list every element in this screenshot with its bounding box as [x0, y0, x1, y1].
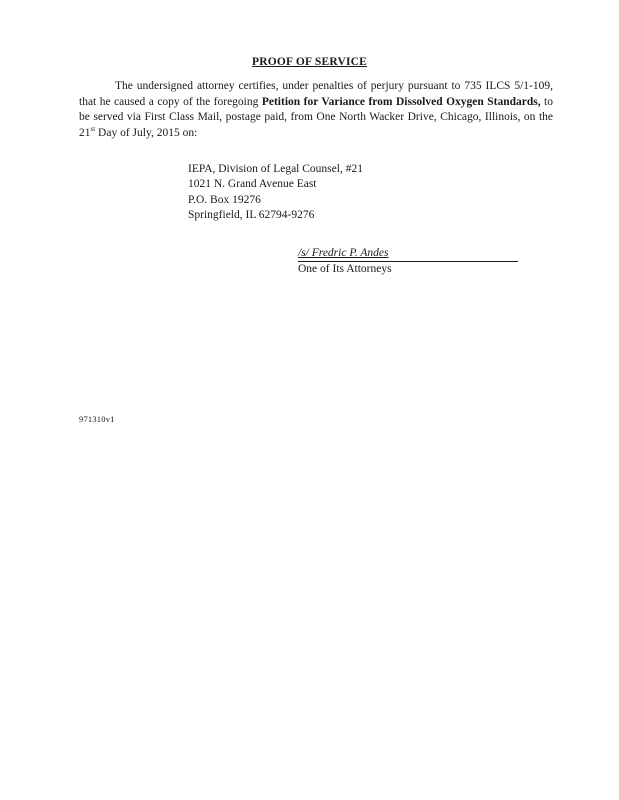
document-id: 971310v1	[79, 414, 115, 424]
signature-role: One of Its Attorneys	[298, 263, 392, 275]
address-line-2: 1021 N. Grand Avenue East	[188, 178, 317, 191]
address-line-4: Springfield, IL 62794-9276	[188, 208, 315, 221]
ordinal-suffix: st	[90, 124, 96, 133]
certification-paragraph	[79, 79, 553, 141]
paragraph-text-1: The undersigned attorney certifies, under penalties of perjury pursuant to 735 ILCS 5/1-109, that he caused a copy of the foregoing	[79, 80, 553, 108]
signature-line: /s/ Fredric P. Andes	[298, 246, 518, 262]
signature-block	[298, 246, 518, 277]
service-address	[188, 162, 363, 223]
paragraph-text-3: Day of July, 2015 on:	[95, 126, 198, 139]
document-title: PROOF OF SERVICE	[251, 56, 368, 68]
paragraph-text-2: to be served via First Class Mail, postage paid, from One North Wacker Drive, Chicago, Illinois, on the 21	[79, 95, 553, 139]
petition-title: Petition for Variance from Dissolved Oxygen Standards,	[261, 95, 541, 108]
address-line-3: P.O. Box 19276	[188, 193, 261, 206]
address-line-1: IEPA, Division of Legal Counsel, #21	[188, 163, 363, 175]
